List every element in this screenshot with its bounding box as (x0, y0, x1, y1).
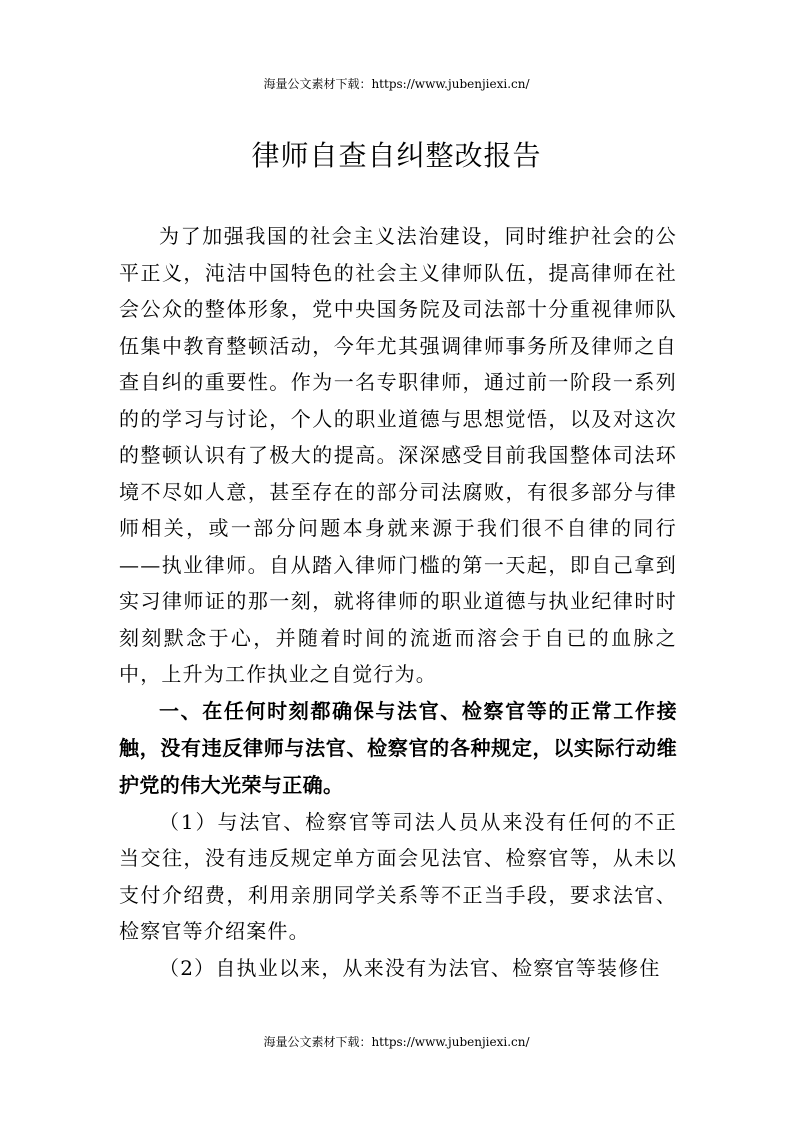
document-title: 律师自查自纠整改报告 (251, 139, 542, 172)
list-item-1: （1）与法官、检察官等司法人员从来没有任何的不正当交往，没有违反规定单方面会见法官、检察官等，从未以支付介绍费，利用亲朋同学关系等不正当手段，要求法官、检察官等介绍案件。 (119, 809, 677, 943)
page-header: 海量公文素材下载：https://www.jubenjiexi.cn/ (263, 77, 530, 91)
paragraph-intro: 为了加强我国的社会主义法治建设，同时维护社会的公平正义，沌洁中国特色的社会主义律师队伍，提高律师在社会公众的整体形象，党中央国务院及司法部十分重视律师队伍集中教育整顿活动，今年尤其强调律师事务所及律师之自查自纠的重要性。作为一名专职律师，通过前一阶段一系列的的学习与讨论，个人的职业道德与思想觉悟，以及对这次的整顿认识有了极大的提高。深深感受目前我国整体司法环境不尽如人意，甚至存在的部分司法腐败，有很多部分与律师相关，或一部分问题本身就来源于我们很不自律的同行——执业律师。自从踏入律师门槛的第一天起，即自己拿到实习律师证的那一刻，就将律师的职业道德与执业纪律时时刻刻默念于心，并随着时间的流逝而溶会于自已的血脉之中，上升为工作执业之自觉行为。 (119, 224, 677, 686)
list-item-2: （2）自执业以来，从来没有为法官、检察官等装修住 (159, 955, 661, 980)
document-body (119, 218, 677, 986)
section-heading-1: 一、在任何时刻都确保与法官、检察官等的正常工作接触，没有违反律师与法官、检察官的各种规定，以实际行动维护党的伟大光荣与正确。 (119, 698, 677, 797)
page-footer: 海量公文素材下载：https://www.jubenjiexi.cn/ (263, 1035, 530, 1049)
